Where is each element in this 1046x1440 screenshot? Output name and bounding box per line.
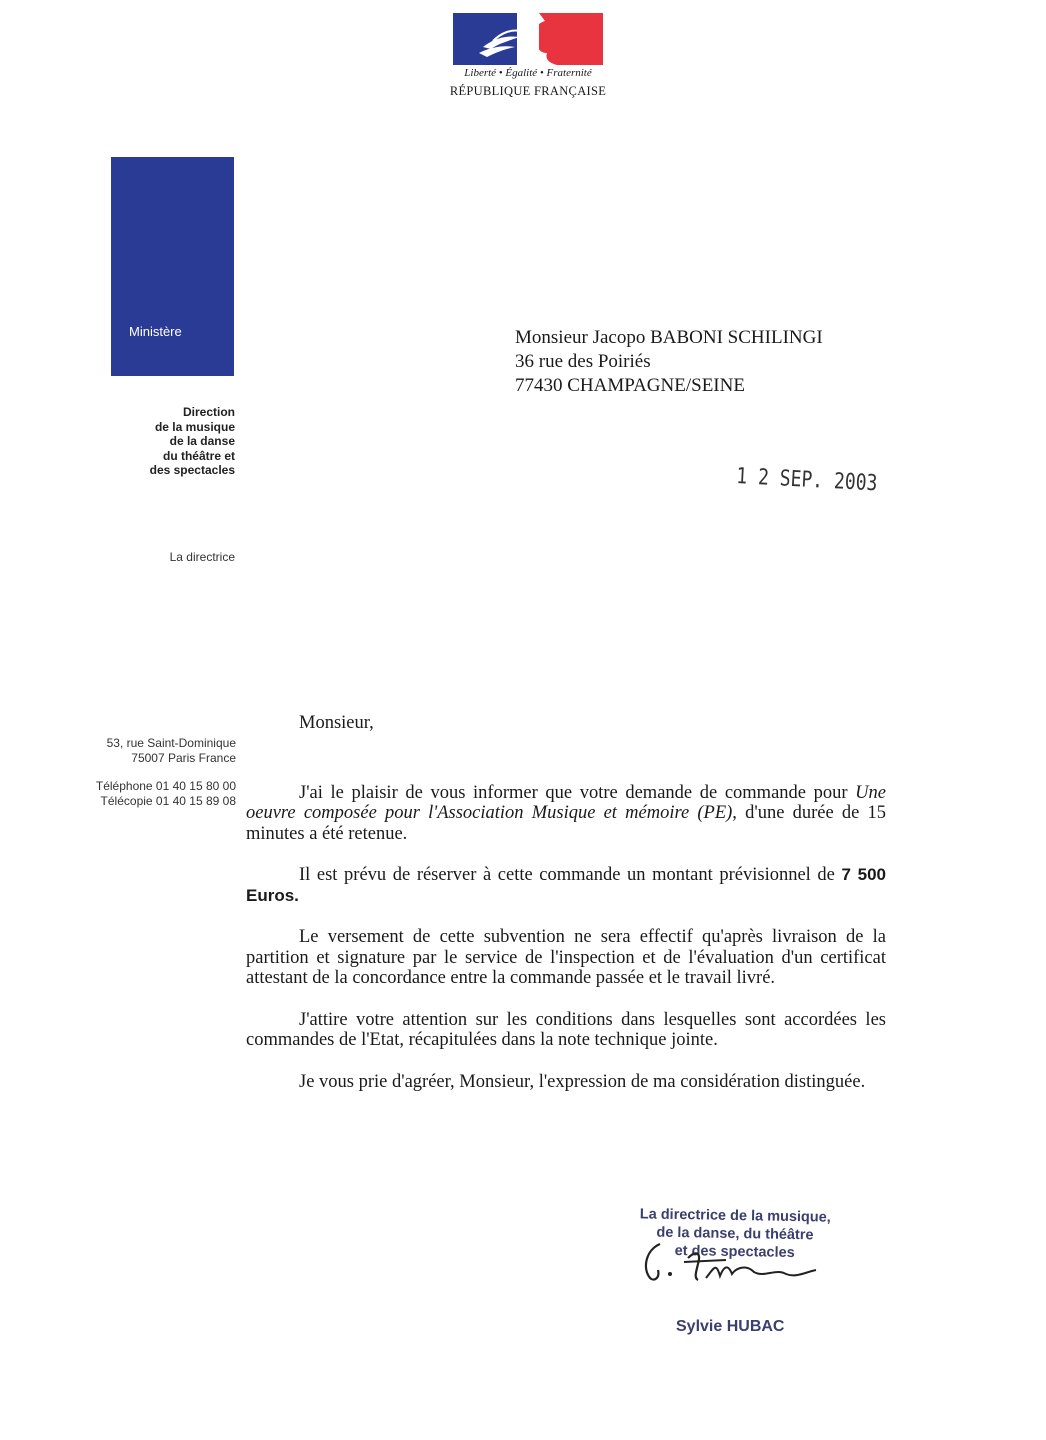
paragraph-conditions: J'attire votre attention sur les conditions dans lesquelles sont accordées les commandes de l'Etat, récapitulées dans la note technique jointe. bbox=[246, 1009, 886, 1050]
paragraph-text: Il est prévu de réserver à cette commande un montant prévisionnel de bbox=[299, 865, 842, 885]
direction-line: de la danse bbox=[169, 434, 235, 448]
republic-name: RÉPUBLIQUE FRANÇAISE bbox=[449, 84, 607, 98]
recipient-address bbox=[515, 326, 823, 398]
handwritten-signature bbox=[636, 1238, 826, 1293]
address-line: 75007 Paris France bbox=[131, 750, 236, 765]
direction-line: de la musique bbox=[154, 419, 235, 434]
direction-line: du théâtre et bbox=[162, 448, 235, 463]
letter-body bbox=[246, 713, 886, 1092]
republic-motto: Liberté • Égalité • Fraternité bbox=[464, 67, 592, 79]
paragraph-amount bbox=[246, 865, 886, 906]
ministry-culture-label: Culture bbox=[276, 283, 299, 357]
recipient-city: 77430 CHAMPAGNE/SEINE bbox=[515, 375, 745, 396]
ministry-communication-label: Communication bbox=[308, 216, 331, 375]
directrice-label: La directrice bbox=[169, 550, 235, 564]
fax-number: Télécopie 01 40 15 89 08 bbox=[100, 793, 236, 808]
sender-direction bbox=[111, 405, 235, 478]
date-stamp: 1 2 SEP. 2003 bbox=[735, 464, 879, 497]
signature-title-line: de la danse, du théâtre bbox=[656, 1224, 814, 1244]
amount: 7 500 Euros. bbox=[246, 865, 886, 905]
direction-line: Direction bbox=[182, 405, 235, 419]
work-title: Une oeuvre composée pour l'Association Musique et mémoire (PE) bbox=[246, 782, 886, 823]
paragraph-closing: Je vous prie d'agréer, Monsieur, l'expression de ma considération distinguée. bbox=[299, 1071, 866, 1092]
paragraph-payment: Le versement de cette subvention ne sera effectif qu'après livraison de la partition et signature par le service de l'inspection et de l'évaluation d'un certificat attestant de la concordance entre la commande passée et le travail livré. bbox=[246, 927, 886, 988]
paragraph-commission bbox=[246, 783, 886, 845]
signatory-name: Sylvie HUBAC bbox=[676, 1318, 785, 1335]
signature-title-line: et des spectacles bbox=[674, 1242, 795, 1262]
ministry-label: Ministère bbox=[129, 324, 182, 339]
ministry-logo-block bbox=[111, 157, 331, 376]
phone-number: Téléphone 01 40 15 80 00 bbox=[95, 779, 236, 793]
address-line: 53, rue Saint-Dominique bbox=[106, 736, 236, 750]
direction-line: des spectacles bbox=[149, 463, 235, 477]
salutation: Monsieur, bbox=[299, 713, 374, 733]
sender-address bbox=[40, 736, 236, 765]
marianne-logo bbox=[453, 13, 603, 65]
paragraph-text: J'ai le plaisir de vous informer que votre demande de commande pour bbox=[299, 782, 856, 803]
recipient-name: Monsieur Jacopo BABONI SCHILINGI bbox=[515, 327, 823, 348]
paragraph-text: , d'une durée de 15 minutes a été retenue. bbox=[246, 803, 886, 844]
signature-title-line: La directrice de la musique, bbox=[639, 1206, 831, 1226]
recipient-street: 36 rue des Poiriés bbox=[515, 351, 651, 372]
sender-contacts bbox=[40, 779, 236, 808]
